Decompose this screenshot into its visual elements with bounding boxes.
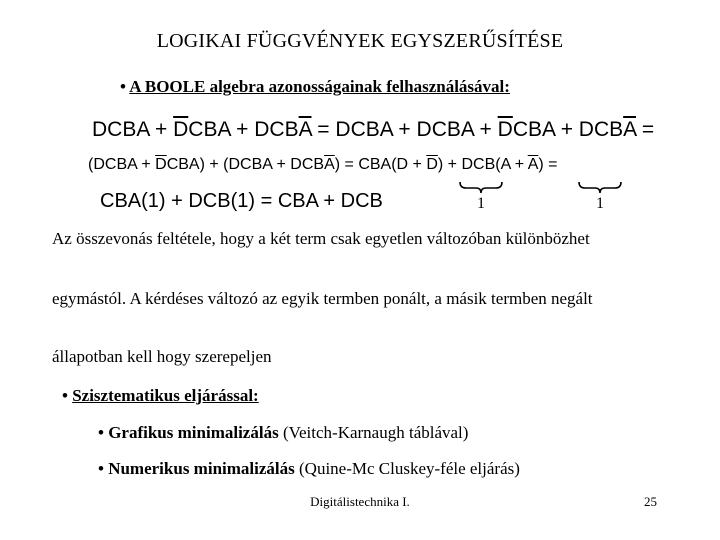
eq1-term: DCBA bbox=[335, 118, 393, 141]
bullet-numerical-bold: Numerikus minimalizálás bbox=[108, 459, 295, 478]
eq1-negated: $\overline{A}$ bbox=[623, 118, 636, 141]
page-number: 25 bbox=[644, 494, 657, 509]
bullet-boole-text: A BOOLE algebra azonosságainak felhasználásával: bbox=[129, 77, 510, 96]
paragraph-line-1: Az összevonás feltétele, hogy a két term csak egyetlen változóban különbözhet bbox=[52, 229, 590, 248]
paragraph-line-2: egymástól. A kérdéses változó az egyik termben ponált, a másik termben negált bbox=[52, 289, 593, 308]
bullet-systematic-text: Szisztematikus eljárással: bbox=[72, 386, 259, 405]
footer-text: Digitálistechnika I. bbox=[310, 494, 410, 509]
underbrace-icon bbox=[458, 180, 504, 194]
eq1-term: CBA bbox=[512, 118, 555, 141]
eq1-op: + bbox=[149, 118, 174, 141]
eq1-term: DCBA bbox=[416, 118, 474, 141]
eq2-negated: $\overline{A}$ bbox=[527, 156, 539, 173]
eq1-term: DCBA bbox=[92, 118, 150, 141]
paragraph-line-3: állapotban kell hogy szerepeljen bbox=[52, 347, 272, 366]
eq1-term: DCB bbox=[254, 118, 299, 141]
equation-line-2 bbox=[88, 156, 558, 174]
eq1-op: + bbox=[473, 118, 498, 141]
underbrace-icon bbox=[577, 180, 623, 194]
eq1-op: + bbox=[230, 118, 255, 141]
bullet-numerical-rest: (Quine-Mc Cluskey-féle eljárás) bbox=[294, 459, 520, 478]
bullet-marker: • bbox=[120, 77, 126, 96]
eq2-negated: $\overline{A}$ bbox=[324, 156, 335, 173]
bullet-marker: • bbox=[62, 386, 68, 405]
eq1-negated: $\overline{D}$ bbox=[497, 118, 513, 141]
bullet-graphical-bold: Grafikus minimalizálás bbox=[108, 423, 279, 442]
slide-title: LOGIKAI FÜGGVÉNYEK EGYSZERŰSÍTÉSE bbox=[156, 30, 564, 52]
eq2-part: ) = bbox=[538, 156, 558, 173]
bullet-graphical bbox=[98, 423, 468, 443]
brace-value-1: 1 bbox=[477, 195, 485, 212]
eq1-op: + bbox=[392, 118, 417, 141]
eq1-negated: $\overline{D}$ bbox=[173, 118, 189, 141]
equation-line-1 bbox=[92, 118, 654, 142]
eq2-part: CBA) + (DCBA + DCB bbox=[166, 156, 325, 173]
bullet-graphical-rest: (Veitch-Karnaugh táblával) bbox=[278, 423, 469, 442]
eq2-negated: $\overline{D}$ bbox=[426, 156, 438, 173]
eq1-term: CBA bbox=[188, 118, 231, 141]
bullet-numerical bbox=[98, 459, 520, 479]
bullet-systematic bbox=[62, 386, 259, 406]
eq1-term: DCB bbox=[578, 118, 624, 141]
brace-value-2: 1 bbox=[596, 195, 604, 212]
eq1-negated: $\overline{A}$ bbox=[298, 118, 312, 141]
eq2-part: ) + DCB(A + bbox=[437, 156, 528, 173]
bullet-boole bbox=[120, 77, 510, 97]
eq1-op: = bbox=[636, 118, 655, 141]
bullet-marker: • bbox=[98, 423, 104, 442]
eq2-part: ) = CBA(D + bbox=[334, 156, 427, 173]
eq2-part: (DCBA + bbox=[88, 156, 156, 173]
equation-line-3: CBA(1) + DCB(1) = CBA + DCB bbox=[100, 190, 383, 212]
eq1-op: = bbox=[311, 118, 336, 141]
bullet-marker: • bbox=[98, 459, 104, 478]
eq2-negated: $\overline{D}$ bbox=[155, 156, 167, 173]
eq1-op: + bbox=[554, 118, 579, 141]
